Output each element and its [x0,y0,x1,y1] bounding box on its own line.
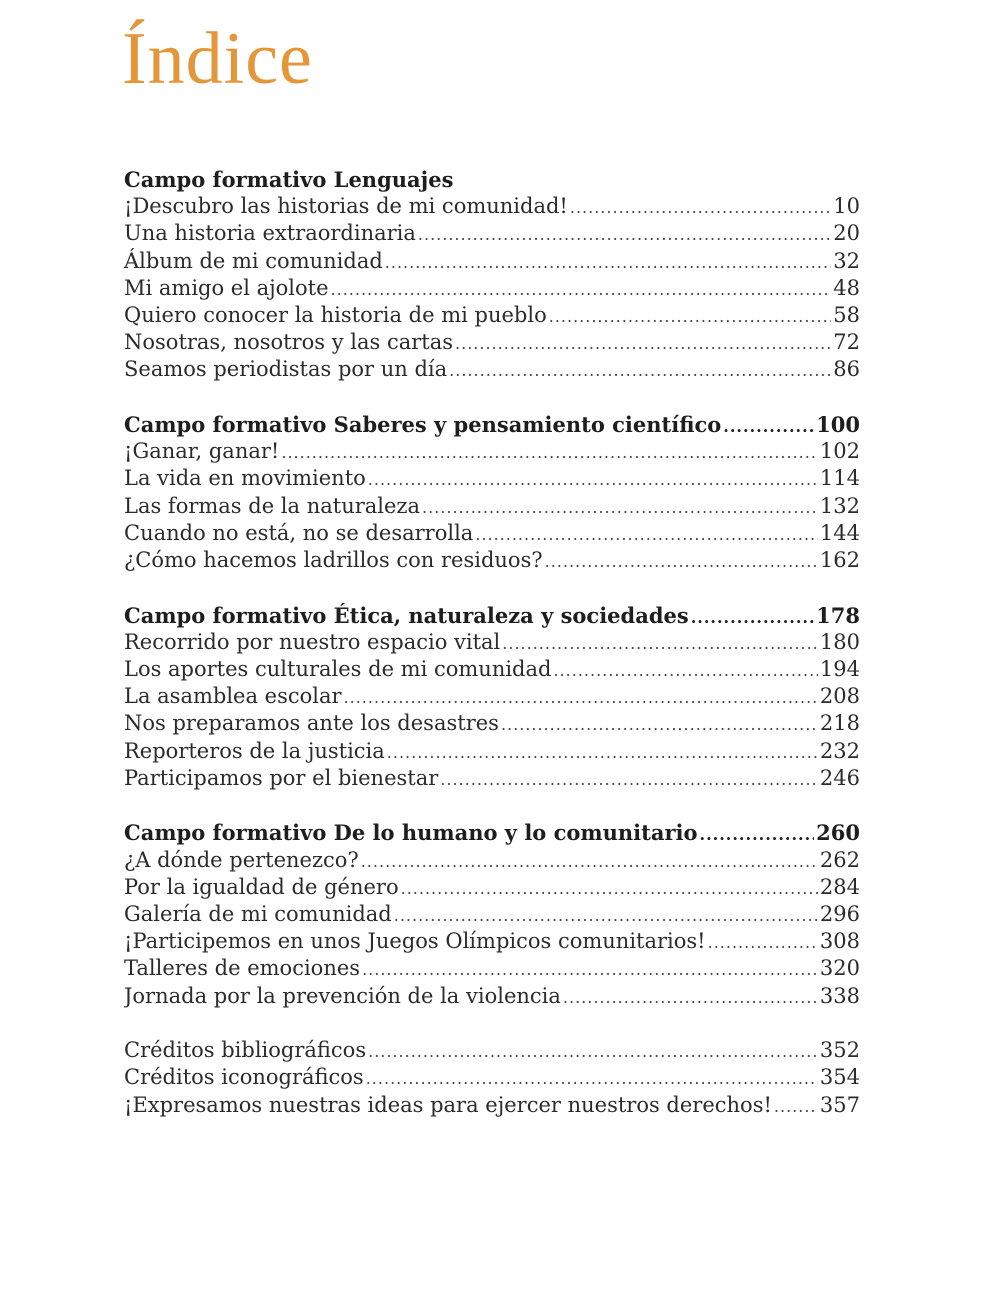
toc-section [124,166,860,384]
dot-leader [455,330,831,356]
toc-entry-page-number: 246 [819,765,860,790]
dot-leader [385,249,831,275]
section-heading-label: Campo formativo De lo humano y lo comunitario [124,820,698,846]
dot-leader [387,739,818,765]
toc-entry[interactable] [124,220,860,247]
section-page-number: 260 [816,820,860,846]
dot-leader [368,1038,818,1064]
toc-entry[interactable] [124,248,860,275]
toc-entry-page-number: 132 [819,493,860,518]
toc-entry-page-number: 308 [819,929,860,954]
section-heading-label: Campo formativo Saberes y pensamiento científico [124,412,722,437]
toc-entry-label: Quiero conocer la historia de mi pueblo [124,302,547,327]
toc-entry[interactable] [124,465,860,492]
toc-entry-label: Una historia extraordinaria [124,221,416,246]
toc-entry-label: Nos preparamos ante los desastres [124,711,499,736]
toc-section-heading[interactable] [124,602,860,629]
dot-leader [331,276,832,302]
dot-leader [774,1093,818,1119]
dot-leader [281,439,818,465]
toc-entry[interactable] [124,928,860,955]
dot-leader [362,956,818,982]
toc-entry-label: La asamblea escolar [124,684,342,709]
dot-leader [440,766,818,792]
toc-entry-page-number: 144 [819,520,860,545]
toc-entry-page-number: 48 [833,275,860,300]
toc-entry-page-number: 20 [833,221,860,246]
dot-leader [361,848,818,874]
toc-entry-label: La vida en movimiento [124,466,366,491]
dot-leader [394,902,818,928]
section-heading-label: Campo formativo Ética, naturaleza y sociedades [124,602,689,628]
dot-leader [502,630,818,656]
dot-leader [553,657,817,683]
toc-entry-label: ¡Expresamos nuestras ideas para ejercer nuestros derechos! [124,1092,772,1117]
dot-leader [700,821,815,846]
toc-entry[interactable] [124,547,860,574]
toc-entry-page-number: 284 [819,874,860,899]
toc-entry[interactable] [124,1092,860,1119]
toc-entry-page-number: 86 [833,357,860,382]
toc-entry-label: ¡Descubro las historias de mi comunidad! [124,194,568,219]
toc-entry-page-number: 72 [833,330,860,355]
toc-entry-label: Talleres de emociones [124,956,361,981]
toc-entry-page-number: 32 [833,248,860,273]
toc-entry-label: Reporteros de la justicia [124,738,385,763]
toc-entry[interactable] [124,847,860,874]
toc-section-heading[interactable] [124,166,860,193]
toc-entry-label: Seamos periodistas por un día [124,357,448,382]
toc-entry-page-number: 194 [819,657,860,681]
toc-section [124,1037,860,1119]
toc-entry-page-number: 262 [819,847,860,872]
toc-entry[interactable] [124,329,860,356]
toc-entry[interactable] [124,438,860,465]
toc-entry-page-number: 296 [819,902,860,926]
dot-leader [366,1065,818,1091]
dot-leader [368,466,818,492]
toc-entry[interactable] [124,275,860,302]
toc-entry-label: Jornada por la prevención de la violencia [124,983,561,1008]
toc-entry-label: ¿A dónde pertenezco? [124,847,359,872]
toc-section [124,411,860,574]
toc-entry-label: Nosotras, nosotros y las cartas [124,330,454,355]
section-page-number: 178 [816,602,860,628]
toc-entry-page-number: 10 [833,194,860,219]
dot-leader [723,413,814,438]
toc-entry-label: Por la igualdad de género [124,874,399,899]
toc-entry-label: Cuando no está, no se desarrolla [124,520,474,545]
dot-leader [422,494,818,520]
page-title: Índice [122,18,313,100]
toc-entry-page-number: 162 [819,547,860,572]
toc-entry-page-number: 352 [819,1038,860,1063]
toc-entry[interactable] [124,493,860,520]
toc-entry[interactable] [124,656,860,683]
toc-entry[interactable] [124,302,860,329]
section-page-number: 100 [816,412,860,437]
toc-entry-page-number: 357 [819,1092,860,1117]
toc-entry[interactable] [124,1064,860,1091]
dot-leader [475,521,818,547]
toc-entry-page-number: 232 [819,738,860,763]
toc-section [124,819,860,1009]
toc-entry-label: ¡Participemos en unos Juegos Olímpicos comunitarios! [124,929,706,954]
toc-entry-label: Créditos iconográficos [124,1065,364,1090]
toc-entry[interactable] [124,356,860,383]
dot-leader [570,194,831,220]
toc-entry-page-number: 114 [819,466,860,491]
dot-leader [545,548,818,574]
section-heading-label: Campo formativo Lenguajes [124,167,454,192]
toc-entry-page-number: 354 [819,1065,860,1090]
toc-entry[interactable] [124,520,860,547]
toc-entry[interactable] [124,874,860,901]
toc-entry-label: ¿Cómo hacemos ladrillos con residuos? [124,547,543,572]
dot-leader [563,984,818,1010]
toc-entry[interactable] [124,193,860,220]
toc-entry-page-number: 320 [819,956,860,981]
dot-leader [418,221,831,247]
toc-entry[interactable] [124,710,860,737]
toc-entry-label: Mi amigo el ajolote [124,275,329,300]
dot-leader [549,303,832,329]
dot-leader [708,929,818,955]
toc-entry-label: Las formas de la naturaleza [124,493,421,518]
toc-entry[interactable] [124,683,860,710]
dot-leader [501,711,818,737]
table-of-contents [124,166,860,1146]
toc-entry[interactable] [124,1037,860,1064]
toc-section-heading[interactable] [124,819,860,846]
toc-entry-page-number: 102 [819,439,860,464]
toc-entry-label: Los aportes culturales de mi comunidad [124,657,552,681]
toc-section-heading[interactable] [124,411,860,438]
toc-entry-label: Créditos bibliográficos [124,1038,367,1063]
dot-leader [344,684,818,710]
dot-leader [401,875,818,901]
toc-entry[interactable] [124,629,860,656]
toc-entry[interactable] [124,983,860,1010]
toc-entry-page-number: 180 [819,629,860,654]
toc-entry-label: Recorrido por nuestro espacio vital [124,629,501,654]
toc-entry-label: Participamos por el bienestar [124,765,439,790]
toc-entry-page-number: 208 [819,684,860,709]
toc-entry[interactable] [124,765,860,792]
toc-section [124,602,860,792]
toc-entry[interactable] [124,955,860,982]
dot-leader [449,357,831,383]
toc-entry[interactable] [124,738,860,765]
toc-entry-page-number: 338 [819,983,860,1008]
toc-entry-page-number: 58 [833,302,860,327]
toc-entry[interactable] [124,901,860,928]
toc-entry-page-number: 218 [819,711,860,736]
toc-entry-label: Álbum de mi comunidad [124,248,383,273]
toc-entry-label: ¡Ganar, ganar! [124,439,280,464]
toc-entry-label: Galería de mi comunidad [124,902,392,926]
dot-leader [691,604,814,629]
